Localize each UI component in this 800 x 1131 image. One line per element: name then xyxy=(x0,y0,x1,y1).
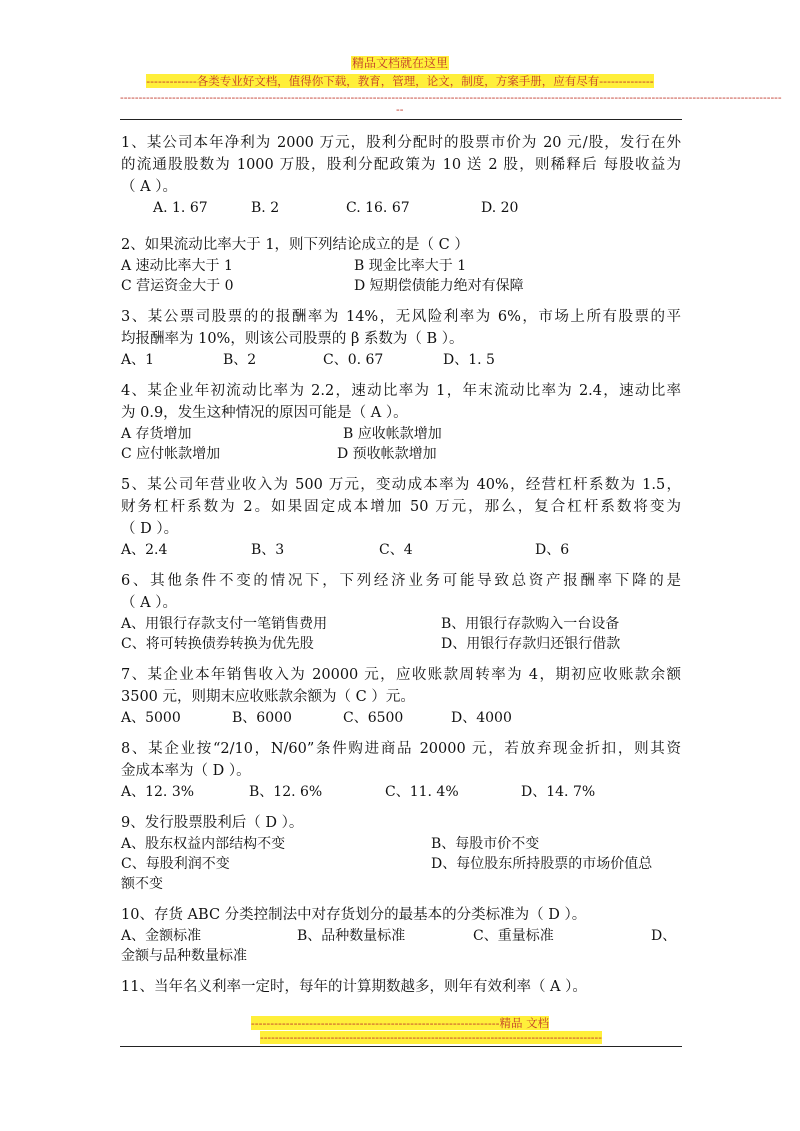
option-d: D、14. 7% xyxy=(521,784,596,800)
option-row xyxy=(121,926,681,946)
header-rule xyxy=(120,119,682,120)
option-c: C 营运资金大于 0 xyxy=(121,278,234,294)
question-list xyxy=(121,132,681,1008)
question-4 xyxy=(121,380,681,464)
option-a: A 存货增加 xyxy=(121,426,192,442)
option-c: C、0. 67 xyxy=(323,352,384,368)
question-text-line: 4、某企业年初流动比率为 2.2，速动比率为 1，年末流动比率为 2.4，速动比率 xyxy=(121,383,681,399)
option-c: C、4 xyxy=(379,542,413,558)
question-2 xyxy=(121,234,681,296)
option-continuation: 金额与品种数量标准 xyxy=(121,948,247,964)
option-b: B、用银行存款购入一台设备 xyxy=(441,616,620,632)
option-a: A、1 xyxy=(121,352,155,368)
option-a: A. 1. 67 xyxy=(153,200,208,216)
option-b: B 应收帐款增加 xyxy=(343,426,442,442)
option-row xyxy=(121,444,681,464)
option-b: B、3 xyxy=(251,542,285,558)
question-text-line: 1、某公司本年净利为 2000 万元，股利分配时的股票市价为 20 元/股，发行在外 xyxy=(121,135,681,151)
question-3 xyxy=(121,306,681,370)
option-d: D 短期偿债能力绝对有保障 xyxy=(354,278,524,294)
question-text-line: 6、其他条件不变的情况下，下列经济业务可能导致总资产报酬率下降的是 xyxy=(121,573,681,589)
option-c: C、11. 4% xyxy=(385,784,459,800)
header-title xyxy=(0,56,800,70)
option-row xyxy=(121,350,681,370)
question-text-line: 10、存货 ABC 分类控制法中对存货划分的最基本的分类标准为（ D ）。 xyxy=(121,907,587,923)
option-b: B、2 xyxy=(223,352,257,368)
question-text-line: 金成本率为（ D ）。 xyxy=(121,763,251,779)
option-row xyxy=(121,834,681,854)
question-text-line: 为 0.9，发生这种情况的原因可能是（ A ）。 xyxy=(121,405,408,421)
option-row xyxy=(121,946,681,966)
question-11 xyxy=(121,976,681,998)
question-1 xyxy=(121,132,681,218)
header-dash-line: ---------------------------------------------------------------------------------------------------------------------------------------------------------------------------------- xyxy=(120,91,782,104)
option-d: D. 20 xyxy=(481,200,519,216)
option-d: D、6 xyxy=(535,542,570,558)
option-a: A、12. 3% xyxy=(121,784,195,800)
footer-rule xyxy=(120,1046,682,1047)
option-c: C 应付帐款增加 xyxy=(121,446,221,462)
option-b: B、每股市价不变 xyxy=(431,836,540,852)
footer-text: ----------------------------------------------------------------精品 文档 xyxy=(250,1016,550,1030)
option-row xyxy=(121,276,681,296)
option-row xyxy=(121,874,681,894)
option-row xyxy=(121,198,681,218)
header-dash-short: -- xyxy=(396,103,404,116)
question-text-line: 均报酬率为 10%，则该公司股票的 β 系数为（ B ）。 xyxy=(121,331,464,347)
question-5 xyxy=(121,474,681,560)
option-d: D、用银行存款归还银行借款 xyxy=(441,636,621,652)
question-9 xyxy=(121,812,681,894)
question-text-line: 财务杠杆系数为 2。如果固定成本增加 50 万元，那么，复合杠杆系数将变为 xyxy=(121,499,681,515)
header-tagline-text: -------------各类专业好文档，值得你下载，教育，管理，论文，制度，方案手册，应有尽有-------------- xyxy=(146,74,654,88)
question-8 xyxy=(121,738,681,802)
question-text-line: 7、某企业本年销售收入为 20000 元，应收账款周转率为 4，期初应收账款余额 xyxy=(121,667,681,683)
question-text-line: 2、如果流动比率大于 1，则下列结论成立的是（ C ） xyxy=(121,237,469,253)
option-a: A、用银行存款支付一笔销售费用 xyxy=(121,616,328,632)
question-text-line: 11、当年名义利率一定时，每年的计算期数越多，则年有效利率（ A ）。 xyxy=(121,979,587,995)
header-title-text: 精品文档就在这里 xyxy=(351,56,448,70)
question-text-line: 5、某公司年营业收入为 500 万元，变动成本率为 40%，经营杠杆系数为 1.5， xyxy=(121,477,681,493)
footer-dash-line xyxy=(260,1031,602,1044)
option-d: D 预收帐款增加 xyxy=(337,446,437,462)
footer-line xyxy=(0,1016,800,1030)
option-continuation: 额不变 xyxy=(121,876,163,892)
option-b: B 现金比率大于 1 xyxy=(354,258,467,274)
option-b: B、6000 xyxy=(232,710,292,726)
option-c: C、将可转换债券转换为优先股 xyxy=(121,636,314,652)
option-c: C、每股利润不变 xyxy=(121,856,230,872)
option-b: B、12. 6% xyxy=(249,784,323,800)
question-text-line: 3500 元，则期末应收账款余额为（ C ）元。 xyxy=(121,689,415,705)
option-row xyxy=(121,614,681,634)
question-6 xyxy=(121,570,681,654)
option-a: A、股东权益内部结构不变 xyxy=(121,836,286,852)
option-row xyxy=(121,256,681,276)
option-d: D、4000 xyxy=(451,710,512,726)
option-a: A、金额标准 xyxy=(121,928,202,944)
option-row xyxy=(121,782,681,802)
option-d: D、1. 5 xyxy=(443,352,495,368)
question-10 xyxy=(121,904,681,966)
option-a: A、2.4 xyxy=(121,542,168,558)
option-a: A、5000 xyxy=(121,710,181,726)
question-text-line: 8、某企业按“2/10，N/60”条件购进商品 20000 元，若放弃现金折扣，则其资 xyxy=(121,741,681,757)
option-c: C、6500 xyxy=(343,710,404,726)
option-b: B. 2 xyxy=(251,200,280,216)
question-text-line: 的流通股股数为 1000 万股，股利分配政策为 10 送 2 股，则稀释后 每股收益为 xyxy=(121,157,681,173)
option-b: B、品种数量标准 xyxy=(297,928,406,944)
option-row xyxy=(121,854,681,874)
question-answer-line: （ D ）。 xyxy=(121,521,179,537)
option-row xyxy=(121,424,681,444)
option-c: C. 16. 67 xyxy=(346,200,410,216)
option-a: A 速动比率大于 1 xyxy=(121,258,233,274)
option-d: D、 xyxy=(651,928,677,944)
question-text-line: 3、某公票司股票的的报酬率为 14%，无风险利率为 6%，市场上所有股票的平 xyxy=(121,309,681,325)
question-7 xyxy=(121,664,681,728)
question-text-line: 9、发行股票股利后（ D ）。 xyxy=(121,815,304,831)
header-tagline xyxy=(120,73,680,89)
option-c: C、重量标准 xyxy=(473,928,554,944)
question-answer-line: （ A ）。 xyxy=(121,595,177,611)
option-row xyxy=(121,634,681,654)
footer-dash-text: -------------------------------------------------------------------------------------------- xyxy=(260,1031,602,1044)
question-answer-line: （ A ）。 xyxy=(121,179,177,195)
option-row xyxy=(121,708,681,728)
option-row xyxy=(121,540,681,560)
option-d: D、每位股东所持股票的市场价值总 xyxy=(431,856,653,872)
